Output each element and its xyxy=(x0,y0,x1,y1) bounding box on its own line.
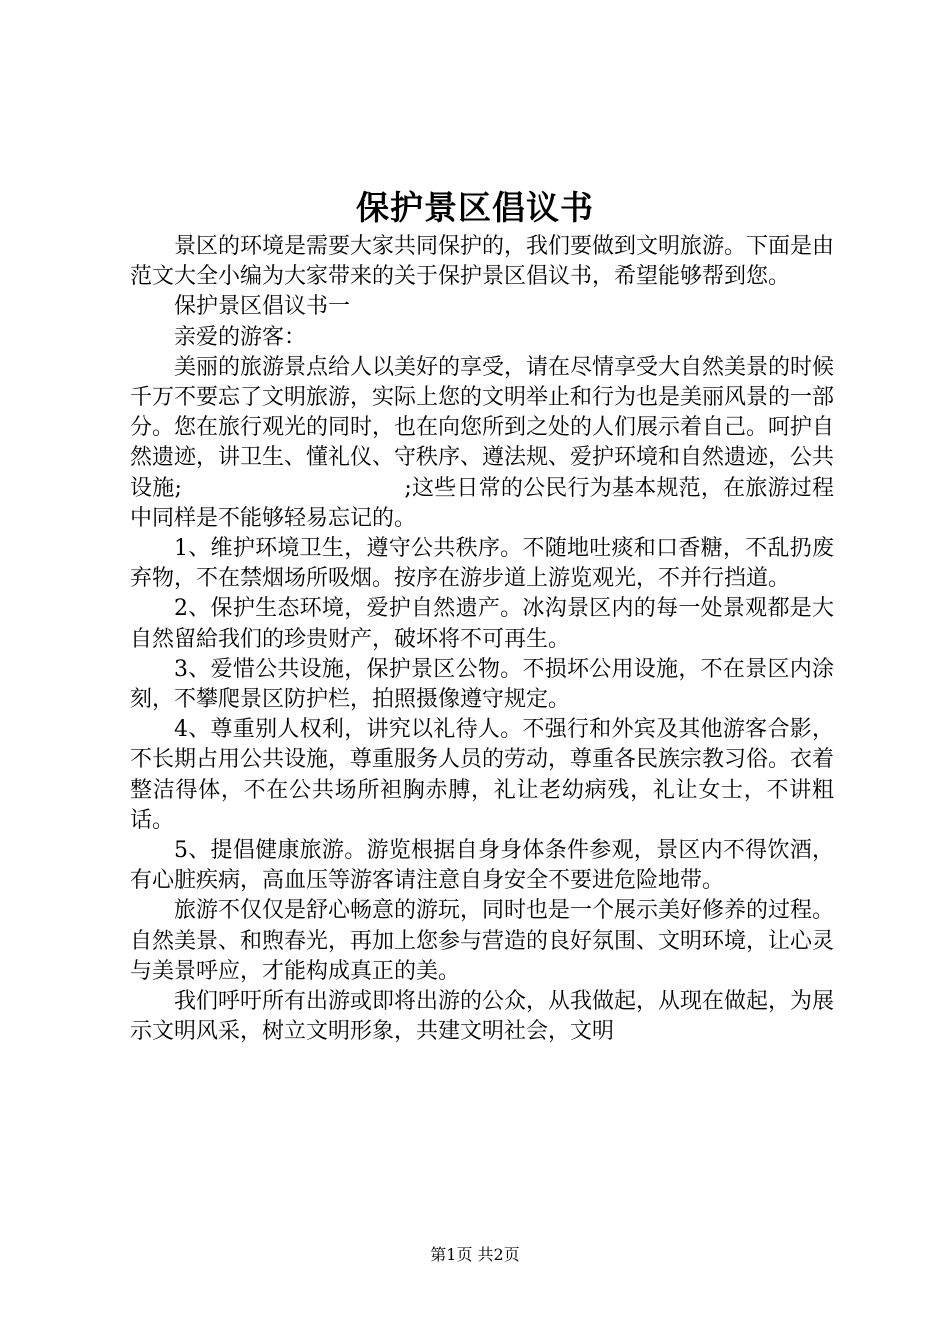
list-item: 2、保护生态环境，爱护自然遗产。冰沟景区内的每一处景观都是大自然留給我们的珍贵财产，破坏将不可再生。 xyxy=(130,596,834,652)
page-footer: 第1页 共2页 xyxy=(430,1245,520,1264)
list-item: 4、尊重别人权利，讲究以礼待人。不强行和外宾及其他游客合影，不长期占用公共设施，尊重服务人员的劳动，尊重各民族宗教习俗。衣着整洁得体，不在公共场所袒胸赤膊，礼让老幼病残，礼让女士，不讲粗话。 xyxy=(130,717,835,833)
document-body xyxy=(130,232,834,1047)
body-paragraph: 美丽的旅游景点给人以美好的享受，请在尽情享受大自然美景的时候千万不要忘了文明旅游，实际上您的文明举止和行为也是美丽风景的一部分。您在旅行观光的同时，也在向您所到之处的人们展示着自己。呵护自然遗迹，讲卫生、懂礼仪、守秩序、遵法规、爱护环境和自然遗迹，公共设施; ;这些日常的公民行为基本规范，在旅游过程中同样是不能够轻易忘记的。 xyxy=(130,354,835,531)
intro-paragraph: 景区的环境是需要大家共同保护的，我们要做到文明旅游。下面是由范文大全小编为大家带来的关于保护景区倡议书，希望能够帮到您。 xyxy=(130,234,835,290)
section-heading: 保护景区倡议书一 xyxy=(174,294,351,320)
body-paragraph: 我们呼吁所有出游或即将出游的公众，从我做起，从现在做起，为展示文明风采，树立文明形象，共建文明社会，文明 xyxy=(130,989,835,1045)
list-item: 5、提倡健康旅游。游览根据自身身体条件参观，景区内不得饮酒，有心脏疾病，高血压等游客请注意自身安全不要进危险地带。 xyxy=(130,838,834,894)
salutation: 亲爱的游客： xyxy=(174,324,307,350)
document-title: 保护景区倡议书 xyxy=(356,188,594,227)
body-paragraph: 旅游不仅仅是舒心畅意的游玩，同时也是一个展示美好修养的过程。自然美景、和煦春光，再加上您参与营造的良好氛围、文明环境，让心灵与美景呼应，才能构成真正的美。 xyxy=(130,898,835,984)
list-item: 3、爱惜公共设施，保护景区公物。不损坏公用设施，不在景区内涂刻，不攀爬景区防护栏，拍照摄像遵守规定。 xyxy=(130,656,834,713)
list-item: 1、维护环境卫生，遵守公共秩序。不随地吐痰和口香糖，不乱扔废弃物，不在禁烟场所吸烟。按序在游步道上游览观光，不并行挡道。 xyxy=(130,536,834,592)
